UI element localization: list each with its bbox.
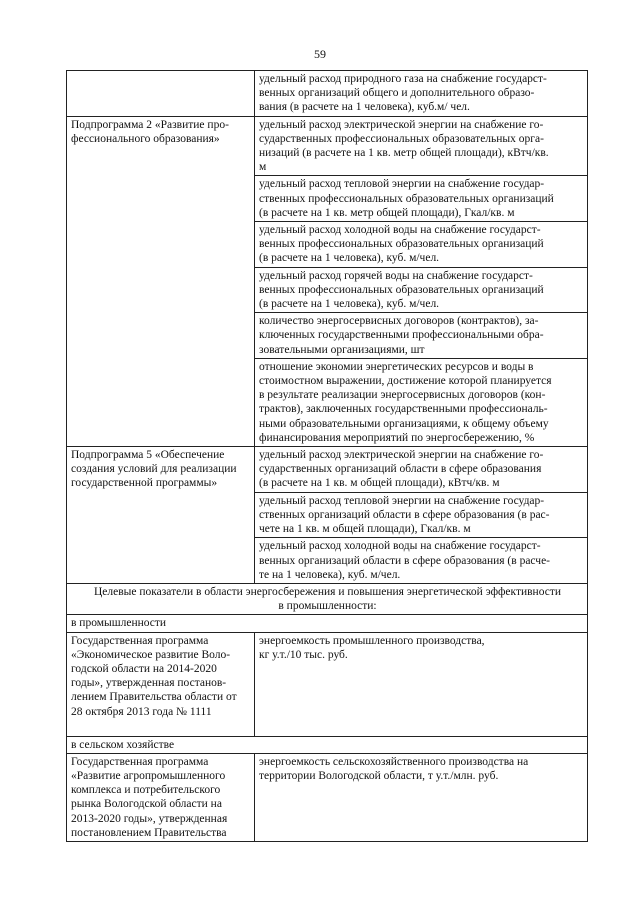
table-row	[67, 71, 588, 117]
table-row	[67, 447, 588, 493]
indicator-cell: удельный расход электрической энергии на снабжение го- сударственных профессиональных образовательных орга- низаций (в расчете на 1 кв. метр общей площади), кВтч/кв. м	[255, 116, 588, 176]
program-cell: Подпрограмма 5 «Обеспечение создания условий для реализации государственной программы»	[67, 447, 255, 584]
indicator-cell: удельный расход холодной воды на снабжение государст- венных организаций области в сфере образования (в расче- те на 1 человека), куб. м/чел.	[255, 538, 588, 584]
table-row	[67, 632, 588, 736]
indicator-cell: количество энергосервисных договоров (контрактов), за- ключенных государственными профессиональными обра- зовательными организациями, шт	[255, 313, 588, 359]
indicator-cell: удельный расход горячей воды на снабжение государст- венных профессиональных образовательных организаций (в расчете на 1 человека), куб. м/чел.	[255, 267, 588, 313]
indicator-cell: удельный расход тепловой энергии на снабжение государ- ственных организаций области в сфере образования (в рас- чете на 1 кв. м общей площади), Гкал/кв. м	[255, 492, 588, 538]
page-number: 59	[314, 47, 326, 61]
program-cell	[67, 71, 255, 117]
program-cell: Государственная программа «Развитие агропромышленного комплекса и потребительского рынка Вологодской области на 2013-2020 годы», утвержденная постановлением Правительства	[67, 753, 255, 841]
table-row	[67, 753, 588, 841]
indicator-cell: отношение экономии энергетических ресурсов и воды в стоимостном выражении, достижение которой планируется в результате реализации энергосервисных договоров (кон- трактов), заключенных государственными профессиональ- ными образовательными организациями, к общему объему финансирования мероприятий по энергосбережению, %	[255, 358, 588, 446]
program-cell: Государственная программа «Экономическое развитие Воло- годской области на 2014-2020 годы», утвержденная постанов- лением Правительства области от 28 октября 2013 года № 1111	[67, 632, 255, 736]
section-header: Целевые показатели в области энергосбережения и повышения энергетической эффективности в промышленности:	[67, 583, 588, 614]
indicator-cell: энергоемкость сельскохозяйственного производства на территории Вологодской области, т у.т./млн. руб.	[255, 753, 588, 841]
subsection-label: в сельском хозяйстве	[67, 736, 588, 753]
indicator-cell: удельный расход природного газа на снабжение государст- венных организаций общего и дополнительного образо- вания (в расчете на 1 человека), куб.м/ чел.	[255, 71, 588, 117]
table-row	[67, 615, 588, 632]
indicator-cell: энергоемкость промышленного производства, кг у.т./10 тыс. руб.	[255, 632, 588, 736]
indicator-cell: удельный расход холодной воды на снабжение государст- венных профессиональных образовательных организаций (в расчете на 1 человека), куб. м/чел.	[255, 222, 588, 268]
table-row	[67, 583, 588, 614]
indicator-cell: удельный расход электрической энергии на снабжение го- сударственных организаций области в сфере образования (в расчете на 1 кв. м общей площади), кВтч/кв. м	[255, 447, 588, 493]
program-cell: Подпрограмма 2 «Развитие про- фессионального образования»	[67, 116, 255, 446]
subsection-label: в промышленности	[67, 615, 588, 632]
table-row	[67, 736, 588, 753]
indicator-cell: удельный расход тепловой энергии на снабжение государ- ственных профессиональных образовательных организаций (в расчете на 1 кв. метр общей площади), Гкал/кв. м	[255, 176, 588, 222]
indicators-table	[66, 70, 588, 842]
table-row	[67, 116, 588, 176]
